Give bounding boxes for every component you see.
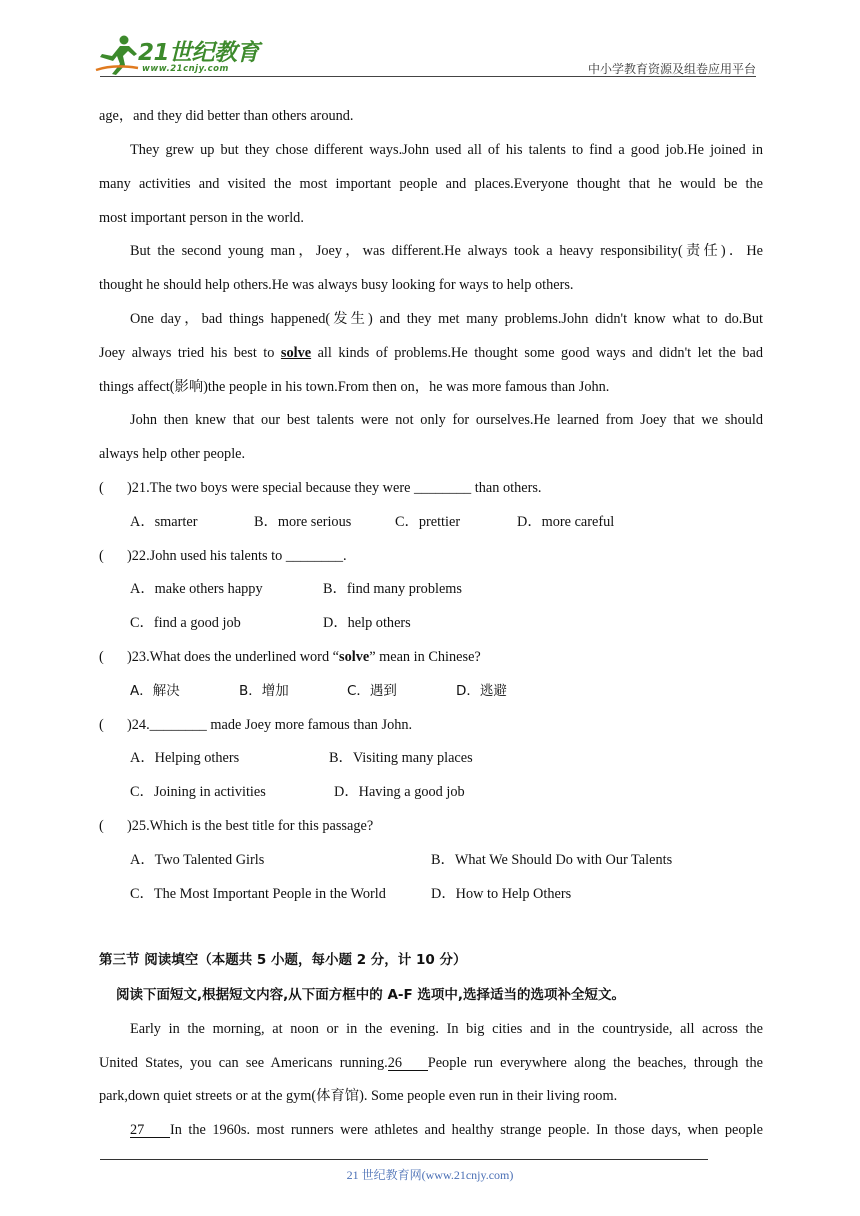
question-text: 25.Which is the best title for this passage?: [131, 818, 374, 834]
q22-option-b[interactable]: B．find many problems: [323, 581, 462, 597]
question-text: ” mean in Chinese?: [369, 649, 481, 665]
answer-paren-close: ): [127, 818, 132, 834]
text-segment: all kinds of problems.He thought some good ways and didn't let the bad: [311, 345, 763, 361]
q25-option-d[interactable]: D．How to Help Others: [431, 886, 572, 902]
answer-paren-open: (: [99, 548, 104, 564]
passage-line: most important person in the world.: [99, 210, 304, 226]
text-segment: United States, you can see Americans running.: [99, 1055, 388, 1071]
q25-option-b[interactable]: B．What We Should Do with Our Talents: [431, 852, 673, 868]
question-text: 21.The two boys were special because they were ________ than others.: [131, 480, 542, 496]
site-logo: [94, 34, 264, 78]
passage-line: park,down quiet streets or at the gym(体育馆). Some people even run in their living room.: [99, 1088, 618, 1104]
underlined-word-solve: solve: [280, 345, 312, 361]
q23-option-c[interactable]: C．遇到: [347, 683, 397, 699]
q22-option-a[interactable]: A．make others happy: [130, 581, 263, 597]
word-solve: solve: [339, 649, 370, 665]
answer-paren-close: ): [127, 548, 132, 564]
blank-27[interactable]: 27: [130, 1124, 170, 1138]
passage-line: John then knew that our best talents were not only for ourselves.He learned from Joey that we should: [130, 412, 763, 428]
passage-line: [99, 1055, 763, 1071]
section-3-title: 第三节 阅读填空（本题共 5 小题，每小题 2 分，计 10 分）: [99, 952, 467, 968]
question-23-text: [127, 649, 481, 665]
logo-url: www.21cnjy.com: [142, 64, 229, 74]
runner-icon: [94, 34, 140, 76]
q24-option-c[interactable]: C．Joining in activities: [130, 784, 266, 800]
q22-option-d[interactable]: D．help others: [323, 615, 411, 631]
q22-option-c[interactable]: C．find a good job: [130, 615, 241, 631]
question-22-text: [127, 548, 347, 564]
passage-line: things affect(影响)the people in his town.From then on，he was more famous than John.: [99, 379, 610, 395]
logo-text: 21世纪教育: [138, 40, 260, 66]
passage-line: always help other people.: [99, 446, 246, 462]
page-header: [0, 0, 860, 80]
blank-26[interactable]: 26: [388, 1057, 428, 1071]
q24-option-a[interactable]: A．Helping others: [130, 750, 240, 766]
answer-paren-open: (: [99, 649, 104, 665]
answer-paren-open: (: [99, 480, 104, 496]
passage-line: They grew up but they chose different ways.John used all of his talents to find a good job.He joined in: [130, 142, 763, 158]
question-text: 24.________ made Joey more famous than John.: [131, 717, 413, 733]
question-21-text: [127, 480, 541, 496]
passage-line: age，and they did better than others around.: [99, 108, 354, 124]
text-segment: People run everywhere along the beaches, through the: [427, 1055, 763, 1071]
question-text: 23.What does the underlined word “: [131, 649, 340, 665]
q21-option-d[interactable]: D．more careful: [517, 514, 615, 530]
header-platform-name: 中小学教育资源及组卷应用平台: [587, 62, 756, 76]
text-segment: Joey always tried his best to: [99, 345, 281, 361]
question-text: 22.John used his talents to ________.: [131, 548, 347, 564]
footer-text[interactable]: 21 世纪教育网(www.21cnjy.com): [346, 1168, 514, 1182]
answer-paren-close: ): [127, 480, 132, 496]
header-divider: [100, 76, 756, 77]
q21-option-c[interactable]: C．prettier: [395, 514, 461, 530]
q21-option-b[interactable]: B．more serious: [254, 514, 352, 530]
question-25-text: [127, 818, 373, 834]
q24-option-d[interactable]: D．Having a good job: [334, 784, 465, 800]
passage-line: [130, 1122, 763, 1138]
passage-line: many activities and visited the most important people and places.Everyone thought that he would be the: [99, 176, 763, 192]
question-24-text: [127, 717, 412, 733]
passage-line: But the second young man，Joey，was different.He always took a heavy responsibility(责任)．He: [130, 243, 763, 259]
q21-option-a[interactable]: A．smarter: [130, 514, 198, 530]
passage-line: thought he should help others.He was always busy looking for ways to help others.: [99, 277, 574, 293]
passage-line: [99, 345, 763, 361]
q23-option-a[interactable]: A．解决: [130, 683, 180, 699]
answer-paren-close: ): [127, 717, 132, 733]
answer-paren-open: (: [99, 717, 104, 733]
answer-paren-close: ): [127, 649, 132, 665]
passage-line: One day，bad things happened(发生) and they met many problems.John didn't know what to do.But: [130, 311, 763, 327]
q25-option-c[interactable]: C．The Most Important People in the World: [130, 886, 386, 902]
q24-option-b[interactable]: B．Visiting many places: [329, 750, 473, 766]
q25-option-a[interactable]: A．Two Talented Girls: [130, 852, 265, 868]
answer-paren-open: (: [99, 818, 104, 834]
text-segment: In the 1960s. most runners were athletes and healthy strange people. In those days, when people: [170, 1122, 763, 1138]
q23-option-b[interactable]: B．增加: [239, 683, 289, 699]
passage-line: Early in the morning, at noon or in the evening. In big cities and in the countryside, all across the: [130, 1021, 763, 1037]
q23-option-d[interactable]: D．逃避: [456, 683, 507, 699]
footer-divider: [100, 1159, 708, 1160]
section-3-instruction: 阅读下面短文,根据短文内容,从下面方框中的 A-F 选项中,选择适当的选项补全短文。: [116, 987, 626, 1003]
